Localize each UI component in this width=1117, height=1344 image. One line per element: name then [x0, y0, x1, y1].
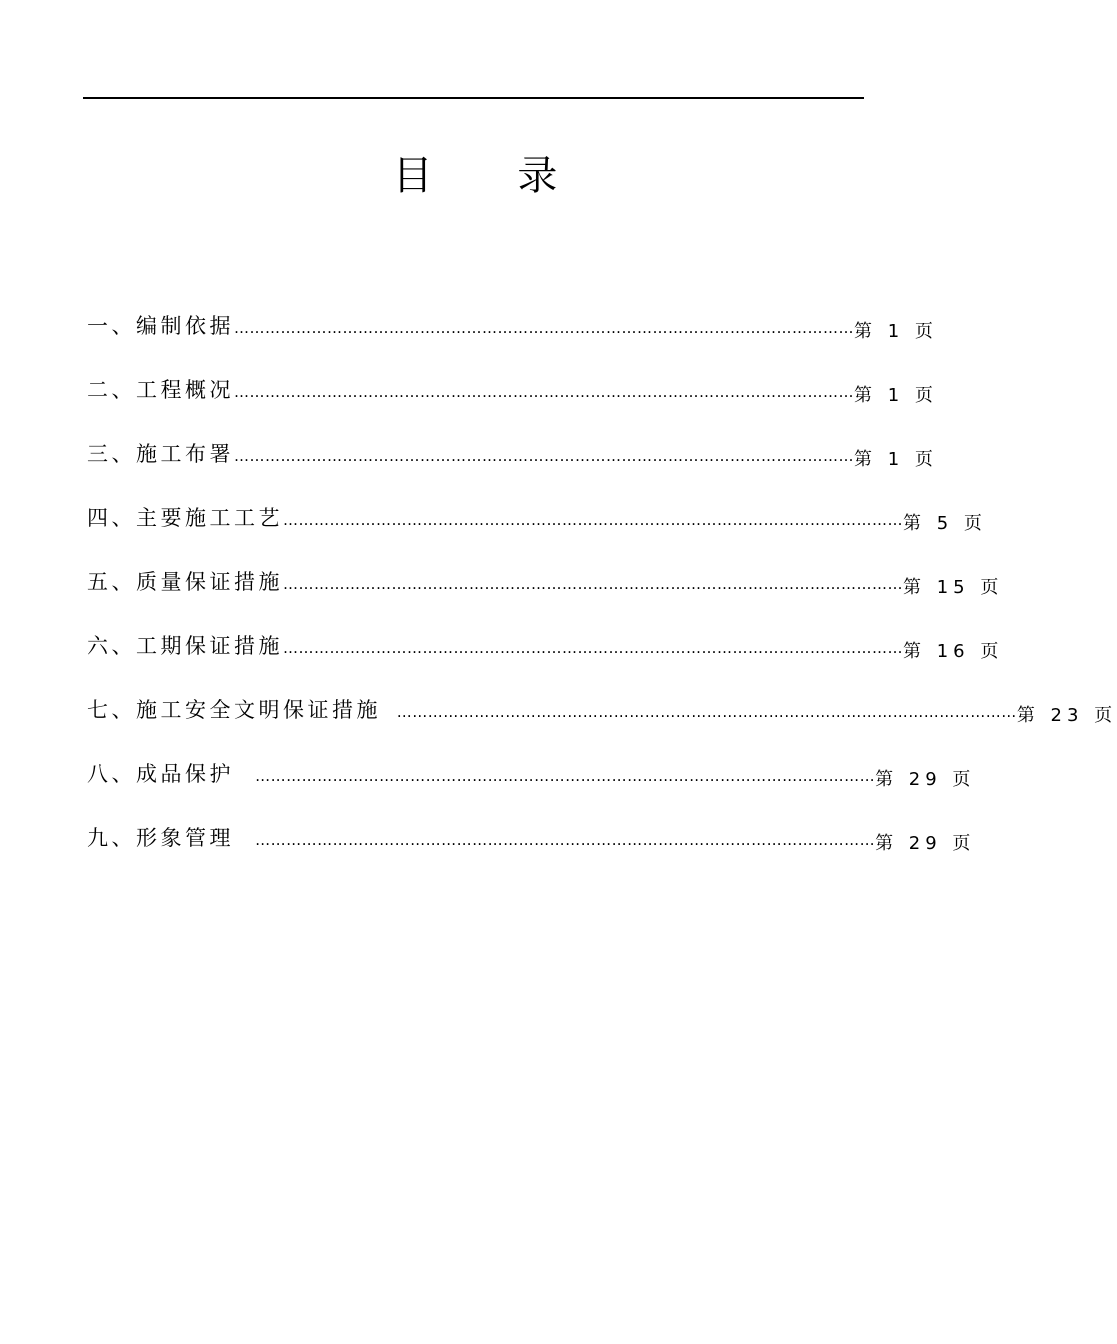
- toc-entry-page: 第 23 页: [1016, 705, 1117, 726]
- toc-entry-label: 一、编制依据: [87, 314, 234, 338]
- toc-entry-label: 五、质量保证措施: [87, 570, 283, 594]
- toc-entry-label: 七、施工安全文明保证措施: [87, 698, 381, 722]
- toc-entry-label: 三、施工布署: [87, 442, 234, 466]
- toc-dot-leader: …………………………………………………………………………………………………………: [381, 703, 1017, 721]
- toc-entry[interactable]: [87, 626, 1004, 690]
- toc-entry-page: 第 5 页: [903, 513, 987, 534]
- toc-entry-page: 第 29 页: [875, 833, 976, 854]
- header-rule: [83, 97, 864, 99]
- toc-dot-leader: …………………………………………………………………………………………………………: [283, 511, 903, 529]
- toc-entry-page: 第 29 页: [875, 769, 976, 790]
- toc-entry-label: 六、工期保证措施: [87, 634, 283, 658]
- toc-entry-label: 二、工程概况: [87, 378, 234, 402]
- toc-entry-page: 第 1 页: [854, 321, 938, 342]
- toc-dot-leader: …………………………………………………………………………………………………………: [234, 767, 876, 785]
- toc-entry-label: 四、主要施工工艺: [87, 506, 283, 530]
- toc-dot-leader: …………………………………………………………………………………………………………: [234, 447, 854, 465]
- toc-entry-page: 第 16 页: [903, 641, 1004, 662]
- toc-dot-leader: …………………………………………………………………………………………………………: [234, 831, 876, 849]
- toc-entry[interactable]: [87, 562, 1004, 626]
- toc-entry[interactable]: [87, 818, 976, 882]
- toc-entry[interactable]: [87, 498, 987, 562]
- toc-entry[interactable]: [87, 690, 1117, 754]
- toc-entry[interactable]: [87, 370, 938, 434]
- toc-entry-label: 九、形象管理: [87, 826, 234, 850]
- toc-dot-leader: …………………………………………………………………………………………………………: [283, 575, 903, 593]
- toc-entry-page: 第 1 页: [854, 449, 938, 470]
- toc-entry-page: 第 15 页: [903, 577, 1004, 598]
- toc-dot-leader: …………………………………………………………………………………………………………: [234, 319, 854, 337]
- table-of-contents: [87, 306, 1117, 882]
- page-title: 目 录: [392, 153, 594, 199]
- toc-entry-page: 第 1 页: [854, 385, 938, 406]
- toc-dot-leader: …………………………………………………………………………………………………………: [234, 383, 854, 401]
- toc-entry[interactable]: [87, 434, 938, 498]
- toc-entry[interactable]: [87, 306, 938, 370]
- toc-entry-label: 八、成品保护: [87, 762, 234, 786]
- toc-entry[interactable]: [87, 754, 976, 818]
- toc-dot-leader: …………………………………………………………………………………………………………: [283, 639, 903, 657]
